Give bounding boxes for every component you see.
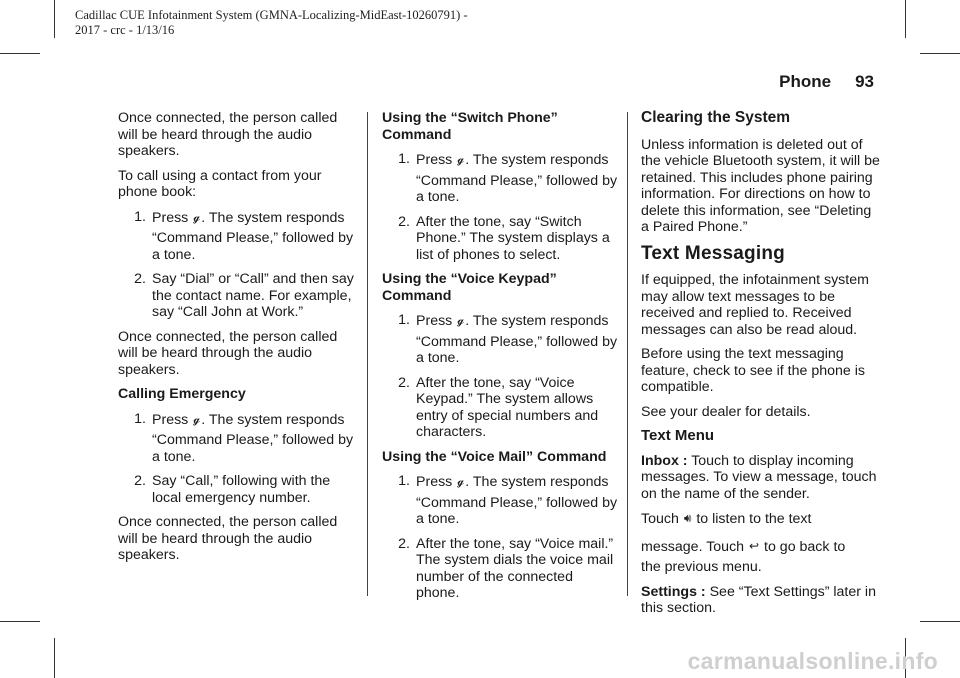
running-head xyxy=(779,72,874,92)
list-item xyxy=(382,151,620,206)
paragraph: the previous menu. xyxy=(641,559,762,575)
crop-mark xyxy=(54,0,55,38)
paragraph: Once connected, the person called will be heard through the audio speakers. xyxy=(118,110,338,159)
crop-mark xyxy=(920,53,960,54)
voice-recognition-icon: 𝓰 xyxy=(193,411,201,426)
step-number: 1. xyxy=(134,410,146,427)
paragraph: Unless information is deleted out of the vehicle Bluetooth system, it will be retained. This includes phone pairing information. For directions on how to delete this information, see “Deleting a Paired Phone.” xyxy=(641,136,880,235)
column-2 xyxy=(382,110,620,610)
section-title: Phone xyxy=(779,72,832,91)
voice-recognition-icon: 𝓰 xyxy=(193,209,201,224)
crop-mark xyxy=(0,621,40,622)
step-text: . The system responds xyxy=(201,209,345,226)
instruction-text: to listen to the text xyxy=(696,511,812,527)
step-text: Say “Dial” or “Call” and then say the contact name. For example, say “Call John at Work.” xyxy=(152,271,354,320)
section-heading: Text Messaging xyxy=(641,242,785,264)
crop-mark xyxy=(920,621,960,622)
touch-instruction xyxy=(641,538,881,556)
watermark: carmanualsonline.info xyxy=(687,648,938,674)
voice-recognition-icon: 𝓰 xyxy=(457,313,465,327)
step-text: . The system responds xyxy=(201,411,345,428)
crop-mark xyxy=(0,53,40,54)
step-text: After the tone, say “Switch Phone.” The system displays a list of phones to select. xyxy=(416,213,610,263)
voice-recognition-icon: 𝓰 xyxy=(457,152,465,166)
step-number: 1. xyxy=(398,473,410,489)
column-divider xyxy=(627,112,628,596)
list-item xyxy=(382,312,620,367)
step-text: . The system responds xyxy=(465,313,609,329)
steps-list xyxy=(382,473,620,602)
inbox-text: Touch to display incoming messages. To view a message, touch on the name of the sender. xyxy=(641,452,877,502)
page-number: 93 xyxy=(855,72,874,91)
instruction-text: to go back to xyxy=(764,538,846,555)
paragraph: Once connected, the person called will be heard through the audio speakers. xyxy=(118,328,338,378)
step-text: Press xyxy=(416,313,453,329)
subheading: Using the “Switch Phone” Command xyxy=(382,110,558,143)
paragraph: Before using the text messaging feature, check to see if the phone is compatible. xyxy=(641,346,865,395)
step-number: 2. xyxy=(398,535,410,552)
voice-recognition-icon: 𝓰 xyxy=(457,474,465,488)
list-item xyxy=(118,209,356,264)
steps-list xyxy=(118,209,356,321)
step-number: 2. xyxy=(134,271,146,287)
paragraph: Once connected, the person called will be heard through the audio speakers. xyxy=(118,514,338,563)
step-text: After the tone, say “Voice Keypad.” The system allows entry of special numbers and characters. xyxy=(416,374,599,440)
speaker-icon: 🔊︎ xyxy=(683,511,692,525)
list-item xyxy=(382,375,620,441)
subheading: Calling Emergency xyxy=(118,386,246,402)
step-number: 1. xyxy=(398,151,410,167)
step-text: “Command Please,” followed by a tone. xyxy=(152,230,354,263)
step-text: . The system responds xyxy=(465,474,609,490)
steps-list xyxy=(382,312,620,441)
paragraph: If equipped, the infotainment system may allow text messages to be received and replied to. Received messages can also be read aloud. xyxy=(641,272,869,338)
settings-entry xyxy=(641,584,881,617)
subheading: Using the “Voice Mail” Command xyxy=(382,448,607,465)
list-item xyxy=(118,473,356,506)
column-3 xyxy=(641,110,881,625)
step-text: “Command Please,” followed by a tone. xyxy=(152,432,354,465)
back-arrow-icon: ↩ xyxy=(749,538,760,553)
step-number: 1. xyxy=(398,312,410,328)
step-text: After the tone, say “Voice mail.” The system dials the voice mail number of the connected phone. xyxy=(416,535,614,601)
paragraph: To call using a contact from your phone book: xyxy=(118,167,322,200)
inbox-entry xyxy=(641,453,881,503)
steps-list xyxy=(118,411,356,507)
list-item xyxy=(382,214,620,264)
step-number: 2. xyxy=(398,213,410,230)
instruction-text: Touch xyxy=(641,511,679,527)
document-meta xyxy=(75,8,468,38)
column-1 xyxy=(118,110,356,572)
inbox-label: Inbox : xyxy=(641,452,688,469)
meta-line-1: Cadillac CUE Infotainment System (GMNA-Localizing-MidEast-10260791) - xyxy=(75,8,468,22)
touch-instruction xyxy=(641,510,881,528)
crop-mark xyxy=(905,0,906,38)
paragraph: See your dealer for details. xyxy=(641,403,811,420)
section-heading: Clearing the System xyxy=(641,109,791,126)
step-text: . The system responds xyxy=(465,152,609,168)
step-text: Press xyxy=(416,474,453,490)
step-text: Press xyxy=(152,209,189,226)
step-text: “Command Please,” followed by a tone. xyxy=(416,172,618,205)
steps-list xyxy=(382,151,620,263)
step-text: “Command Please,” followed by a tone. xyxy=(416,333,618,366)
step-number: 2. xyxy=(398,374,410,391)
meta-line-2: 2017 - crc - 1/13/16 xyxy=(75,23,175,37)
instruction-text: message. Touch xyxy=(641,538,745,555)
step-number: 2. xyxy=(134,473,146,489)
list-item xyxy=(382,473,620,528)
step-text: Say “Call,” following with the local emergency number. xyxy=(152,473,331,506)
list-item xyxy=(118,271,356,321)
list-item xyxy=(118,411,356,466)
section-heading: Text Menu xyxy=(641,427,715,444)
step-text: Press xyxy=(416,152,453,168)
crop-mark xyxy=(54,638,55,678)
subheading: Using the “Voice Keypad” Command xyxy=(382,271,557,304)
step-number: 1. xyxy=(134,208,146,225)
settings-text: See “Text Settings” later in this section. xyxy=(641,583,876,616)
settings-label: Settings : xyxy=(641,583,706,600)
column-divider xyxy=(367,112,368,596)
step-text: Press xyxy=(152,411,189,428)
list-item xyxy=(382,536,620,602)
step-text: “Command Please,” followed by a tone. xyxy=(416,494,618,527)
